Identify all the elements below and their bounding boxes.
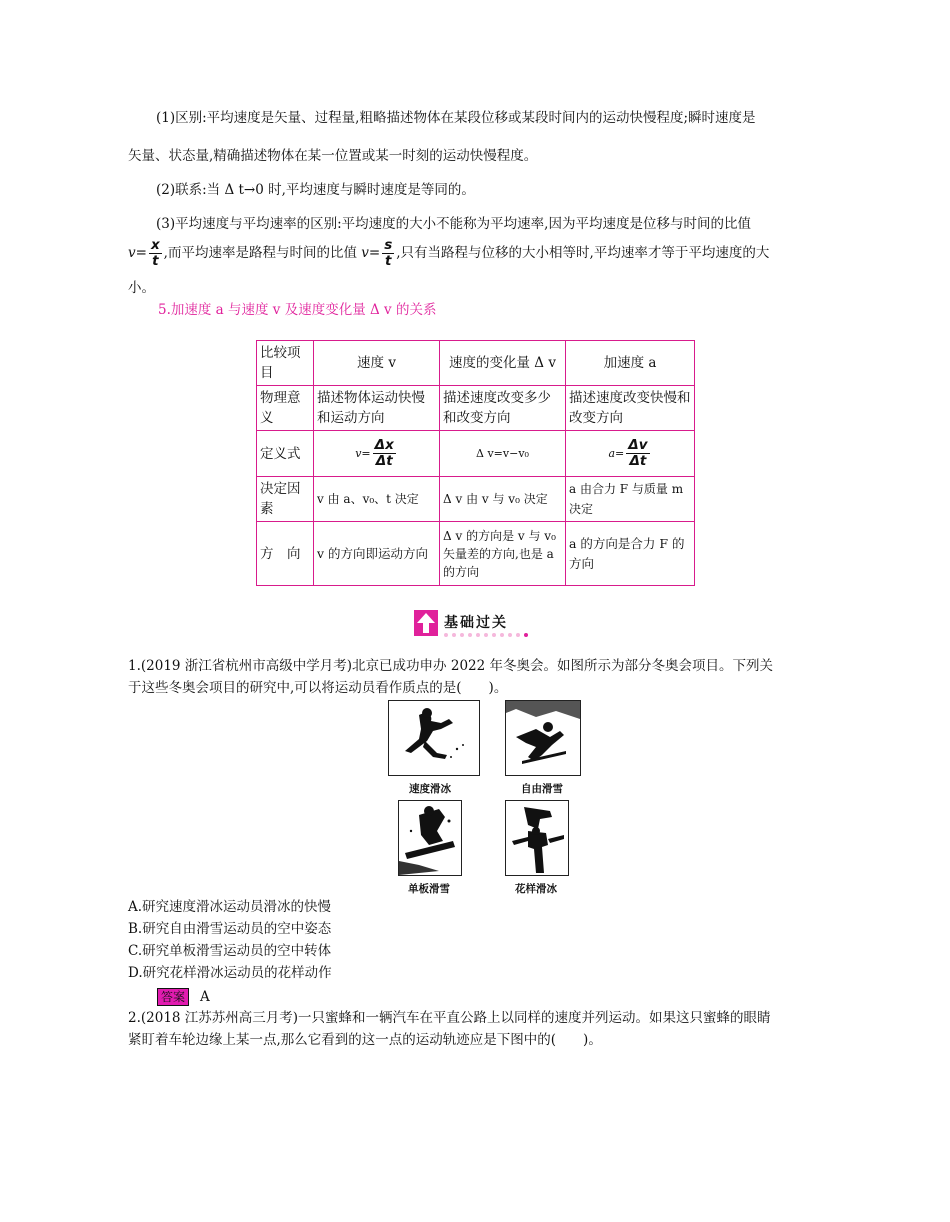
option-b: B.研究自由滑雪运动员的空中姿态 [128, 921, 332, 937]
formula-v-label-2: v= [361, 245, 381, 261]
table-cell: Δ v=v−v₀ [440, 431, 566, 477]
section-badge [414, 608, 536, 638]
comparison-table [256, 340, 695, 586]
table-cell: 决定因素 [257, 477, 314, 522]
q1-stem-line1: 1.(2019 浙江省杭州市高级中学月考)北京已成功申办 2022 年冬奥会。如图所示为部分冬奥会项目。下列关 [128, 658, 773, 674]
answer-value: A [200, 989, 210, 1005]
table-cell: v 由 a、v₀、t 决定 [314, 477, 440, 522]
option-c: C.研究单板滑雪运动员的空中转体 [128, 943, 332, 959]
table-cell: 描述物体运动快慢和运动方向 [314, 386, 440, 431]
figure-caption: 自由滑雪 [521, 783, 563, 795]
table-cell: 比较项目 [257, 341, 314, 386]
table-row [257, 477, 695, 522]
figure-skating-image [505, 800, 569, 876]
para-avg-velocity-line1: (3)平均速度与平均速率的区别:平均速度的大小不能称为平均速率,因为平均速度是位移与时间的比值 [156, 216, 751, 232]
para-connection: (2)联系:当 Δ t→0 时,平均速度与瞬时速度是等同的。 [156, 182, 475, 198]
table-cell: v= $\frac{\Delta x}{\Delta t}$ [314, 431, 440, 477]
option-d: D.研究花样滑冰运动员的花样动作 [128, 965, 332, 981]
table-cell: v 的方向即运动方向 [314, 522, 440, 586]
formula-s-over-t: $\frac{s}{t}$ [384, 237, 393, 269]
q2-stem-line1: 2.(2018 江苏苏州高三月考)一只蜜蜂和一辆汽车在平直公路上以同样的速度并列运动。如果这只蜜蜂的眼睛 [128, 1010, 771, 1026]
formula-x-over-t: $\frac{x}{t}$ [150, 237, 160, 269]
para-distinction-line2: 矢量、状态量,精确描述物体在某一位置或某一时刻的运动快慢程度。 [128, 148, 538, 164]
badge-label: 基础过关 [444, 615, 508, 631]
para-avg-velocity-line2: v= $\frac{x}{t}$ ,而平均速率是路程与时间的比值 v= $\frac{s}{t}$ ,只有当路程与位移的大小相等时,平均速率才等于平均速度的大 [128, 237, 770, 269]
figure-caption: 花样滑冰 [515, 883, 557, 895]
answer-label: 答案 [157, 988, 189, 1006]
table-cell: 物理意义 [257, 386, 314, 431]
figure-caption: 单板滑雪 [408, 883, 450, 895]
formula-v-label: v= [128, 245, 147, 261]
table-row [257, 431, 695, 477]
table-cell: a= $\frac{\Delta v}{\Delta t}$ [566, 431, 695, 477]
table-cell: Δ v 的方向是 v 与 v₀ 矢量差的方向,也是 a 的方向 [440, 522, 566, 586]
table-cell: 方 向 [257, 522, 314, 586]
dot-decoration [442, 632, 532, 638]
option-a: A.研究速度滑冰运动员滑冰的快慢 [128, 899, 332, 915]
table-cell: a 的方向是合力 F 的方向 [566, 522, 695, 586]
para-avg-velocity-line3: 小。 [128, 280, 155, 296]
table-cell: 描述速度改变快慢和改变方向 [566, 386, 695, 431]
snowboard-image [398, 800, 462, 876]
table-cell: a 由合力 F 与质量 m 决定 [566, 477, 695, 522]
para-distinction-line1: (1)区别:平均速度是矢量、过程量,粗略描述物体在某段位移或某段时间内的运动快慢程度;瞬时速度是 [156, 110, 756, 126]
table-cell: 速度的变化量 Δ v [440, 341, 566, 386]
table-cell: 定义式 [257, 431, 314, 477]
table-row [257, 522, 695, 586]
figure-caption: 速度滑冰 [409, 783, 451, 795]
arrow-up-icon [414, 610, 438, 636]
freestyle-skiing-image [505, 700, 581, 776]
speed-skating-image [388, 700, 480, 776]
section-heading: 5.加速度 a 与速度 v 及速度变化量 Δ v 的关系 [158, 302, 437, 318]
q2-stem-line2: 紧盯着车轮边缘上某一点,那么它看到的这一点的运动轨迹应是下图中的( )。 [128, 1032, 602, 1048]
table-header-row [257, 341, 695, 386]
table-cell: 加速度 a [566, 341, 695, 386]
table-row [257, 386, 695, 431]
q1-stem-line2: 于这些冬奥会项目的研究中,可以将运动员看作质点的是( )。 [128, 680, 508, 696]
table-cell: 描述速度改变多少和改变方向 [440, 386, 566, 431]
table-cell: Δ v 由 v 与 v₀ 决定 [440, 477, 566, 522]
table-cell: 速度 v [314, 341, 440, 386]
